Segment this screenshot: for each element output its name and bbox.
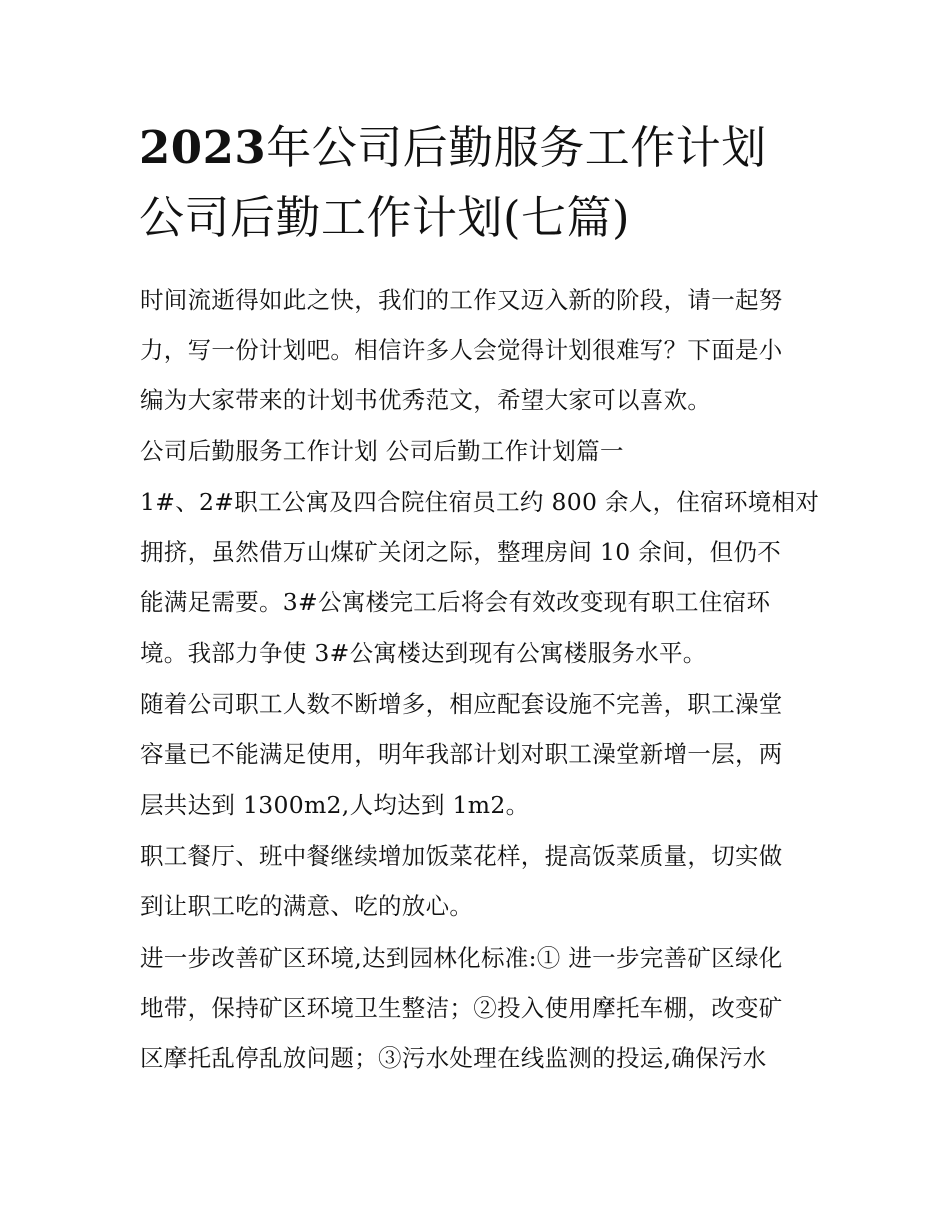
body-line: 随着公司职工人数不断增多，相应配套设施不完善，职工澡堂 — [140, 690, 783, 718]
body-line: 能满足需要。3#公寓楼完工后将会有效改变现有职工住宿环 — [140, 588, 771, 616]
body-line: 职工餐厅、班中餐继续增加饭菜花样，提高饭菜质量，切实做 — [140, 842, 783, 870]
body-line: 地带，保持矿区环境卫生整洁；②投入使用摩托车棚，改变矿 — [140, 994, 783, 1022]
title-year: 2023 — [139, 121, 267, 174]
body-line: 力，写一份计划吧。相信许多人会觉得计划很难写？下面是小 — [140, 336, 783, 364]
body-line: 到让职工吃的满意、吃的放心。 — [140, 892, 474, 920]
body-line: 拥挤，虽然借万山煤矿关闭之际，整理房间 10 余间，但仍不 — [140, 538, 782, 566]
body-line: 层共达到 1300m2,人均达到 1m2。 — [140, 791, 530, 819]
section-heading: 公司后勤服务工作计划 公司后勤工作计划篇一 — [140, 437, 624, 465]
title-text: 年公司后勤服务工作计划 — [266, 121, 767, 174]
body-line: 境。我部力争使 3#公寓楼达到现有公寓楼服务水平。 — [140, 639, 707, 667]
document-title-line-1 — [139, 113, 819, 183]
document-title-line-2: 公司后勤工作计划(七篇) — [139, 191, 631, 244]
body-line: 1#、2#职工公寓及四合院住宿员工约 800 余人，住宿环境相对 — [140, 488, 820, 516]
body-line: 容量已不能满足使用，明年我部计划对职工澡堂新增一层，两 — [140, 740, 783, 768]
body-line: 区摩托乱停乱放问题；③污水处理在线监测的投运,确保污水 — [140, 1044, 767, 1072]
body-line: 编为大家带来的计划书优秀范文，希望大家可以喜欢。 — [140, 386, 712, 414]
body-line: 进一步改善矿区环境,达到园林化标准:① 进一步完善矿区绿化 — [140, 944, 783, 972]
body-line: 时间流逝得如此之快，我们的工作又迈入新的阶段，请一起努 — [140, 286, 783, 314]
